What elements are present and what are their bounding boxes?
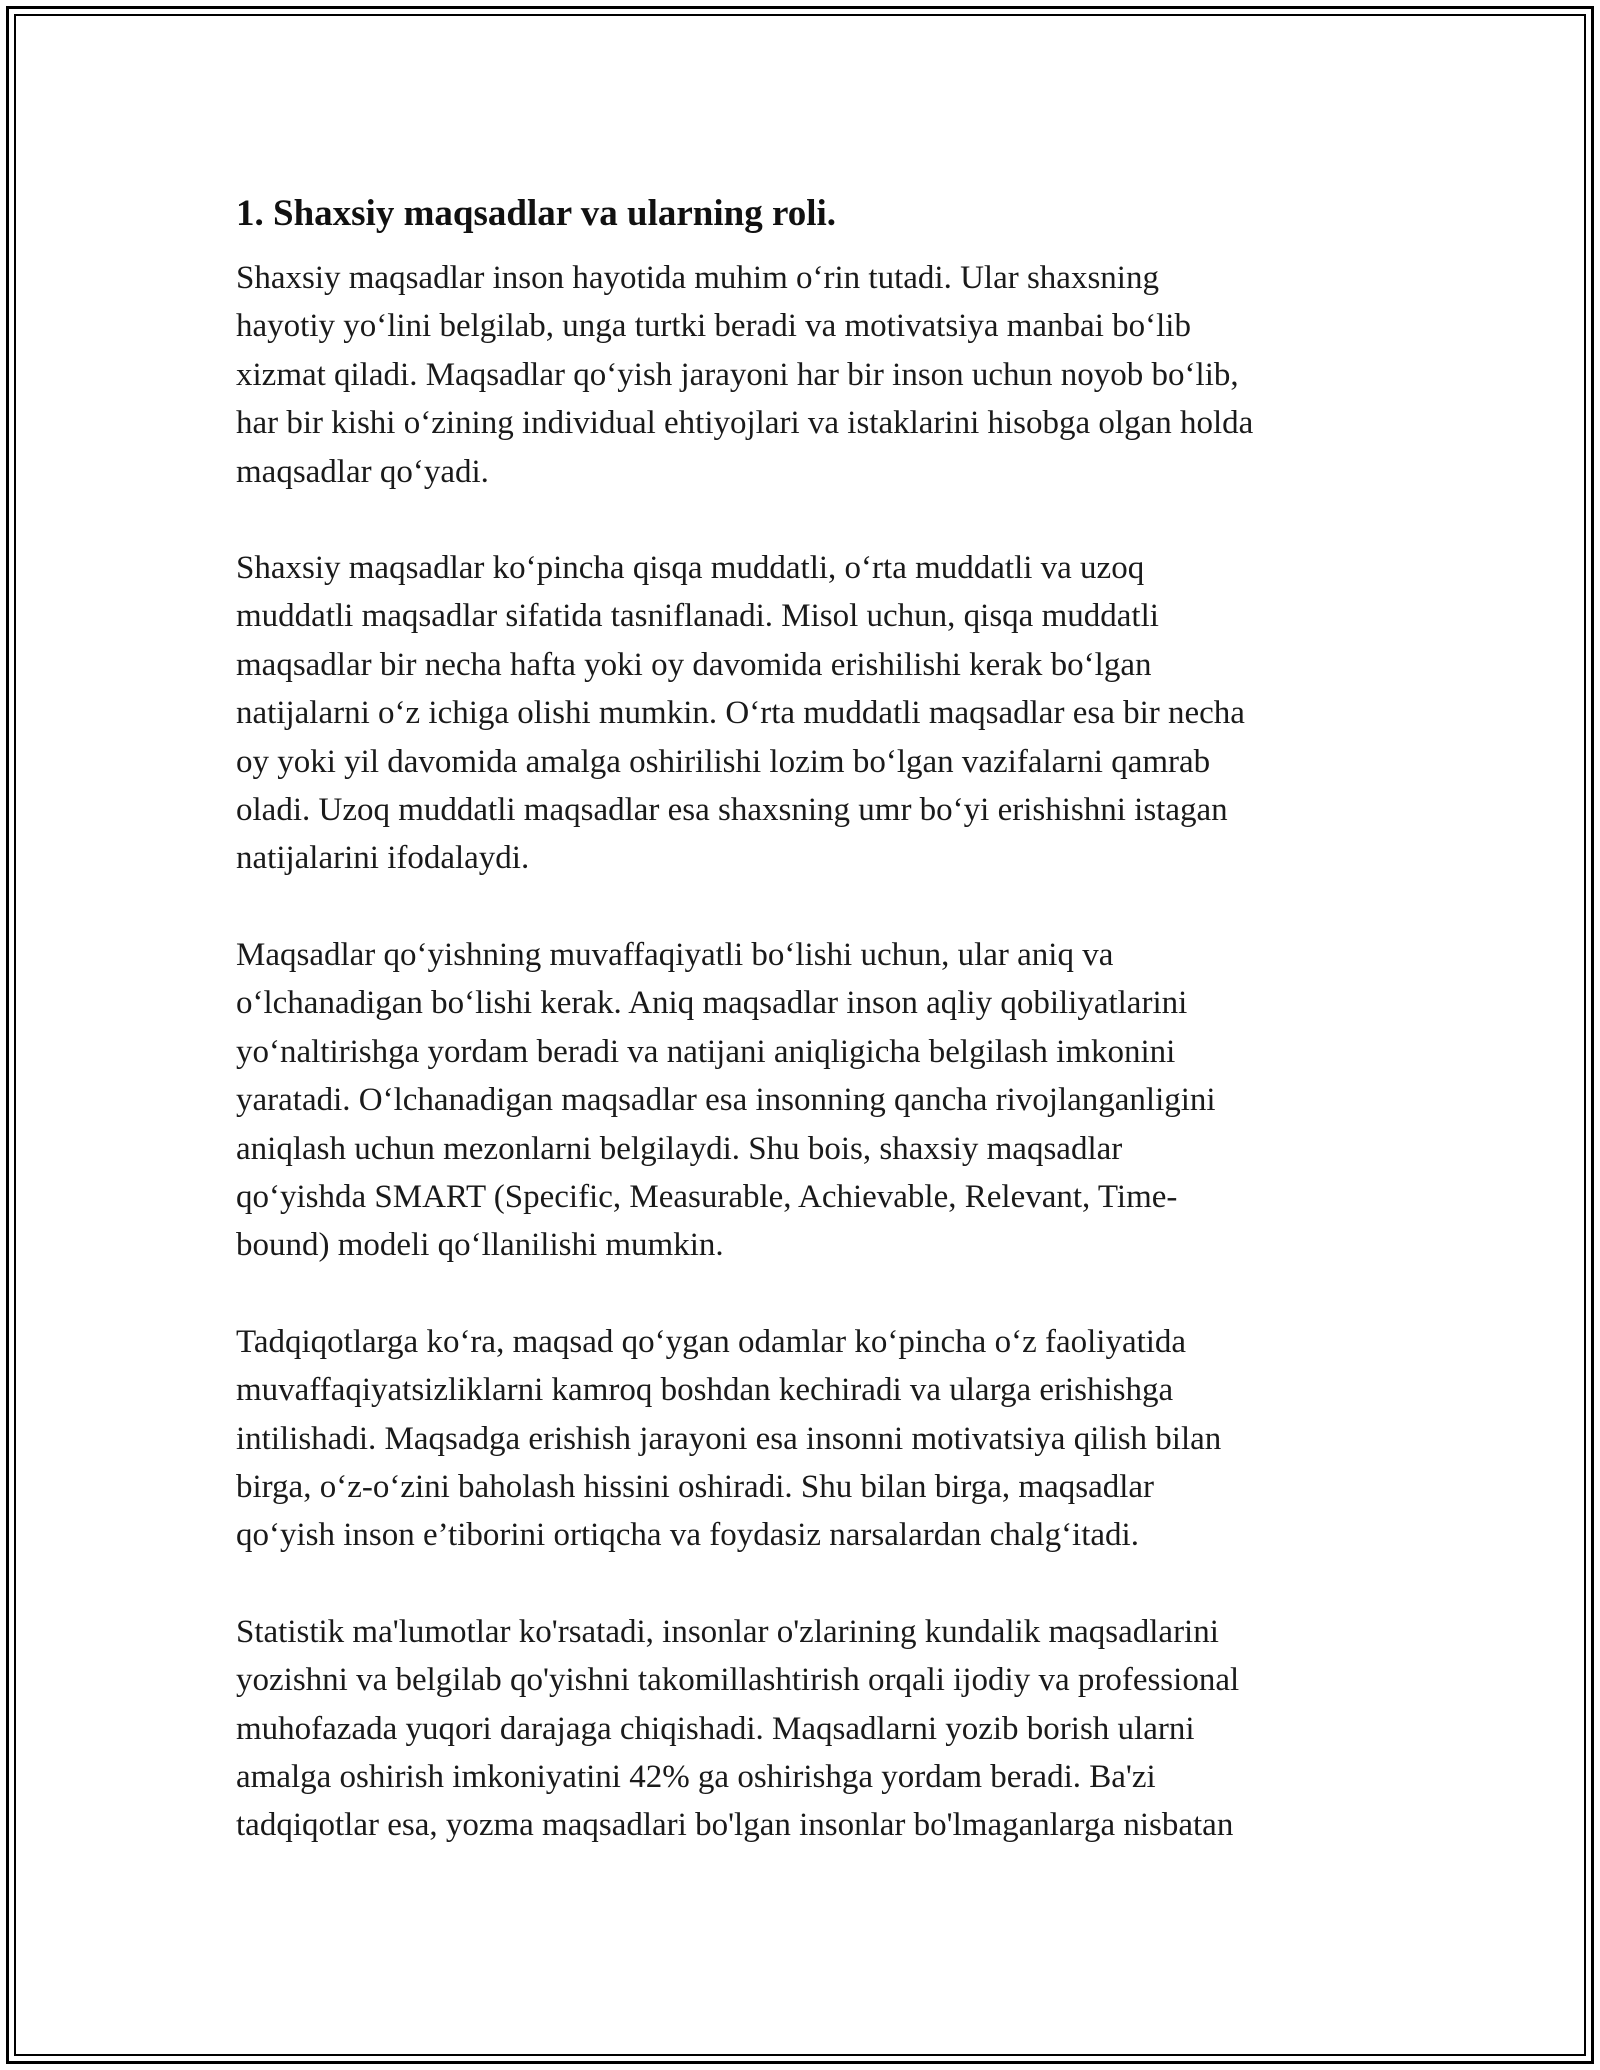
paragraph-5 [236, 1608, 1386, 1850]
text-line: oladi. Uzoq muddatli maqsadlar esa shaxsning umr bo‘yi erishishni istagan [236, 792, 1228, 829]
text-line: o‘lchanadigan bo‘lishi kerak. Aniq maqsadlar inson aqliy qobiliyatlarini [236, 985, 1188, 1022]
paragraph-1 [236, 254, 1386, 496]
text-line: oy yoki yil davomida amalga oshirilishi lozim bo‘lgan vazifalarni qamrab [236, 743, 1211, 780]
text-line: yo‘naltirishga yordam beradi va natijani aniqligicha belgilash imkonini [236, 1033, 1176, 1070]
text-line: Shaxsiy maqsadlar ko‘pincha qisqa muddatli, o‘rta muddatli va uzoq [236, 550, 1145, 587]
text-line: maqsadlar qo‘yadi. [236, 453, 489, 490]
text-line: yaratadi. O‘lchanadigan maqsadlar esa insonning qancha rivojlanganligini [236, 1082, 1216, 1119]
text-line: Tadqiqotlarga ko‘ra, maqsad qo‘ygan odamlar ko‘pincha o‘z faoliyatida [236, 1323, 1187, 1360]
text-line: xizmat qiladi. Maqsadlar qo‘yish jarayoni har bir inson uchun noyob bo‘lib, [236, 356, 1239, 393]
text-line: Statistik ma'lumotlar ko'rsatadi, insonlar o'zlarining kundalik maqsadlarini [236, 1613, 1219, 1650]
text-line: tadqiqotlar esa, yozma maqsadlari bo'lgan insonlar bo'lmaganlarga nisbatan [236, 1807, 1234, 1844]
paragraph-4 [236, 1318, 1386, 1560]
text-line: muvaffaqiyatsizliklarni kamroq boshdan kechiradi va ularga erishishga [236, 1372, 1174, 1409]
text-line: birga, o‘z-o‘zini baholash hissini oshiradi. Shu bilan birga, maqsadlar [236, 1468, 1155, 1505]
text-line: yozishni va belgilab qo'yishni takomillashtirish orqali ijodiy va professional [236, 1662, 1240, 1699]
text-line: intilishadi. Maqsadga erishish jarayoni esa insonni motivatsiya qilish bilan [236, 1420, 1222, 1457]
text-line: har bir kishi o‘zining individual ehtiyojlari va istaklarini hisobga olgan holda [236, 405, 1254, 442]
section-heading: 1. Shaxsiy maqsadlar va ularning roli. [236, 193, 837, 234]
text-line: muddatli maqsadlar sifatida tasniflanadi. Misol uchun, qisqa muddatli [236, 598, 1159, 635]
text-line: amalga oshirish imkoniyatini 42% ga oshirishga yordam beradi. Ba'zi [236, 1758, 1156, 1795]
text-line: aniqlash uchun mezonlarni belgilaydi. Shu bois, shaxsiy maqsadlar [236, 1130, 1123, 1167]
text-line: Maqsadlar qo‘yishning muvaffaqiyatli bo‘lishi uchun, ular aniq va [236, 936, 1114, 973]
text-line: qo‘yishda SMART (Specific, Measurable, Achievable, Relevant, Time- [236, 1178, 1178, 1215]
paragraph-3 [236, 931, 1386, 1270]
paragraph-2 [236, 544, 1386, 883]
text-line: hayotiy yo‘lini belgilab, unga turtki beradi va motivatsiya manbai bo‘lib [236, 308, 1191, 345]
text-line: natijalarni o‘z ichiga olishi mumkin. O‘rta muddatli maqsadlar esa bir necha [236, 695, 1245, 732]
text-line: qo‘yish inson e’tiborini ortiqcha va foydasiz narsalardan chalg‘itadi. [236, 1517, 1139, 1554]
text-line: bound) modeli qo‘llanilishi mumkin. [236, 1227, 724, 1264]
text-line: Shaxsiy maqsadlar inson hayotida muhim o‘rin tutadi. Ular shaxsning [236, 260, 1159, 296]
text-line: natijalarini ifodalaydi. [236, 840, 530, 877]
text-line: maqsadlar bir necha hafta yoki oy davomida erishilishi kerak bo‘lgan [236, 646, 1152, 683]
document-body [236, 186, 1386, 1898]
text-line: muhofazada yuqori darajaga chiqishadi. Maqsadlarni yozib borish ularni [236, 1710, 1195, 1747]
